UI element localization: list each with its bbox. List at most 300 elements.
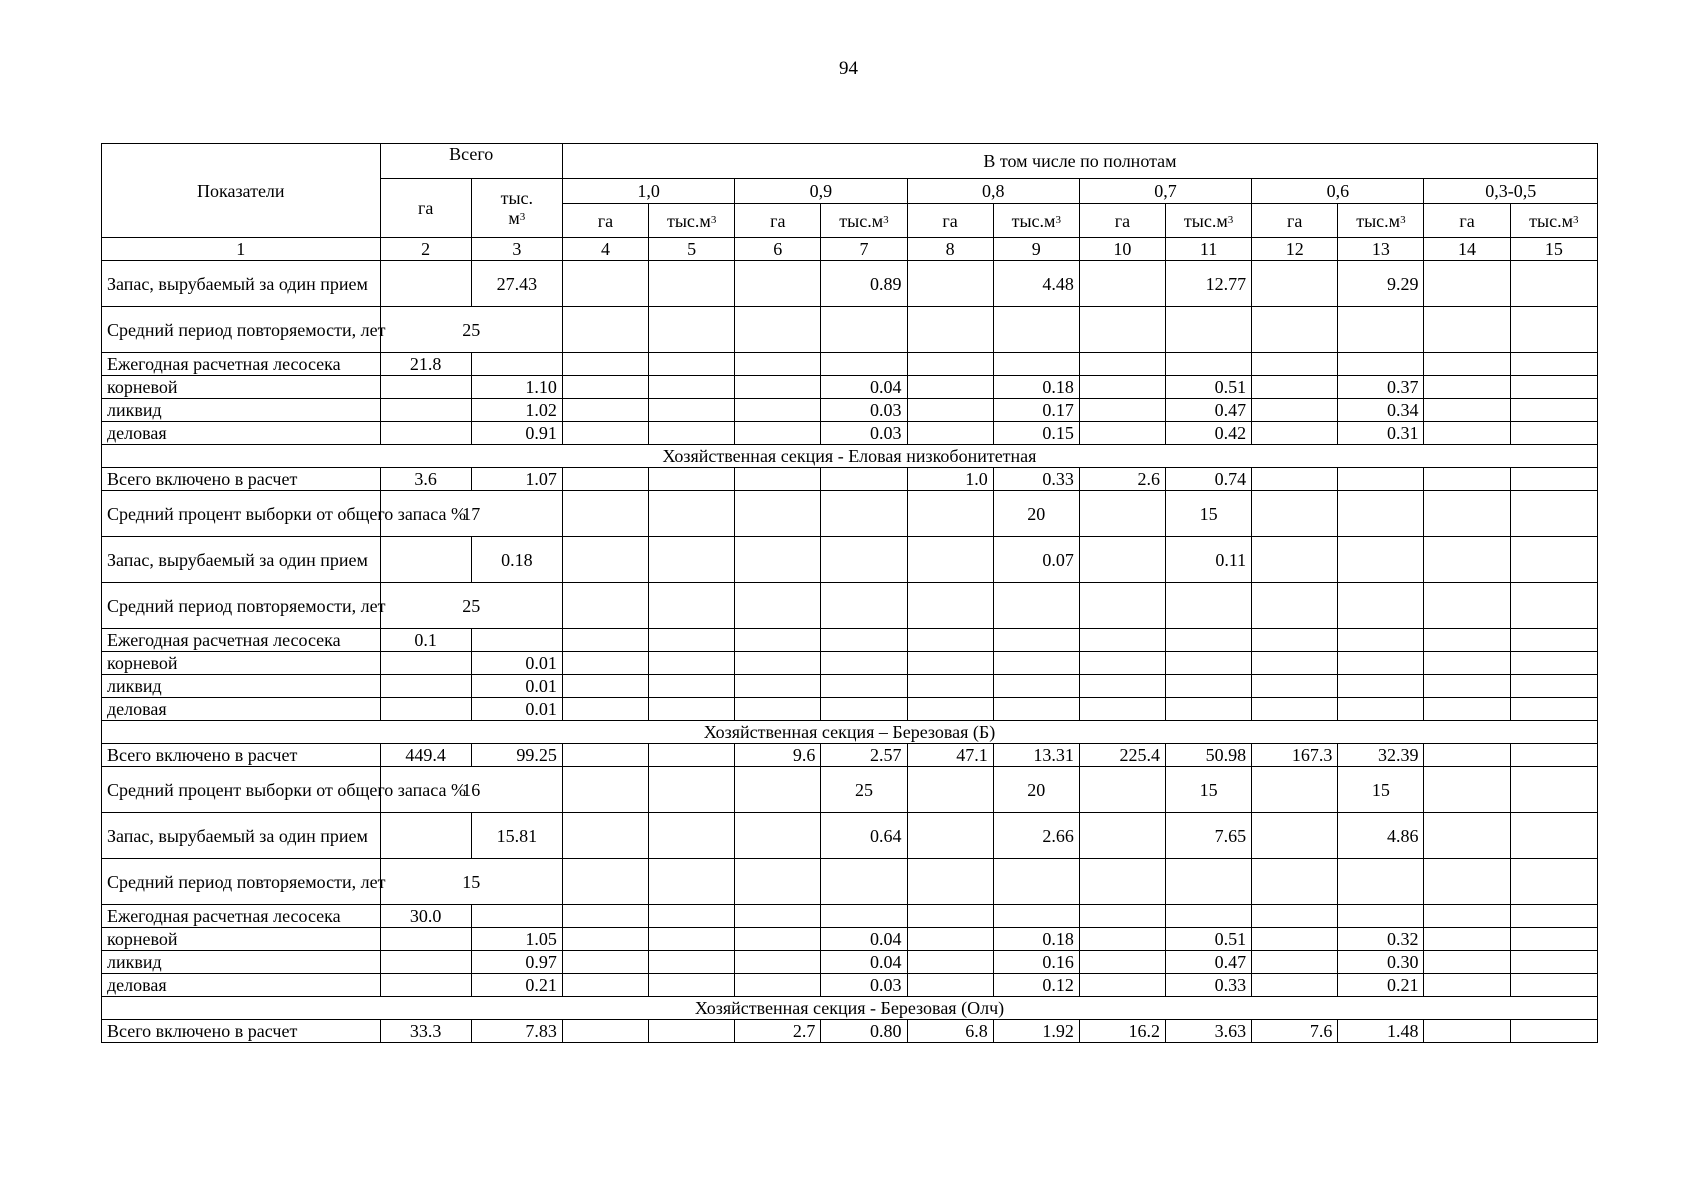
value-cell — [1338, 491, 1424, 537]
section-row — [102, 997, 1598, 1020]
value-cell — [1510, 537, 1597, 583]
value-cell — [1424, 859, 1510, 905]
row-label: ликвид — [102, 951, 381, 974]
value-cell: 1.92 — [993, 1020, 1079, 1043]
value-cell — [735, 767, 821, 813]
value-cell: 4.48 — [993, 261, 1079, 307]
total-volume-cell: 99.25 — [471, 744, 562, 767]
row-label: Ежегодная расчетная лесосека — [102, 629, 381, 652]
value-cell — [1510, 652, 1597, 675]
value-cell — [1338, 905, 1424, 928]
value-cell: 0.51 — [1166, 928, 1252, 951]
value-cell — [1166, 629, 1252, 652]
value-cell — [1424, 974, 1510, 997]
value-cell — [1166, 859, 1252, 905]
density-header: 0,6 — [1252, 179, 1424, 204]
value-cell — [562, 905, 648, 928]
value-cell — [1424, 422, 1510, 445]
value-cell: 0.64 — [821, 813, 907, 859]
row-label: Запас, вырубаемый за один прием — [102, 261, 381, 307]
unit-thous-m-label: тыс.м — [1183, 210, 1228, 231]
value-cell — [735, 905, 821, 928]
total-volume-cell — [471, 905, 562, 928]
value-cell — [993, 353, 1079, 376]
value-cell — [1424, 399, 1510, 422]
table-row — [102, 859, 1598, 905]
total-ga-cell — [380, 399, 471, 422]
value-cell: 50.98 — [1166, 744, 1252, 767]
value-cell — [1252, 422, 1338, 445]
total-ga-cell — [380, 951, 471, 974]
value-cell — [1510, 307, 1597, 353]
header-total-ga: га — [380, 179, 471, 238]
total-volume-cell — [471, 353, 562, 376]
value-cell — [649, 1020, 735, 1043]
value-cell: 16.2 — [1079, 1020, 1165, 1043]
value-cell — [1510, 629, 1597, 652]
value-cell — [1424, 744, 1510, 767]
value-cell — [1166, 905, 1252, 928]
table-row — [102, 376, 1598, 399]
value-cell — [1166, 675, 1252, 698]
unit-m-label: м — [508, 208, 520, 228]
value-cell — [1424, 261, 1510, 307]
value-cell — [1510, 813, 1597, 859]
column-number: 11 — [1166, 238, 1252, 261]
row-label: Средний процент выборки от общего запаса % — [102, 491, 381, 537]
value-cell — [1424, 652, 1510, 675]
total-merged-value: 17 — [380, 491, 562, 537]
row-label: Средний период повторяемости, лет — [102, 307, 381, 353]
value-cell: 0.34 — [1338, 399, 1424, 422]
value-cell: 225.4 — [1079, 744, 1165, 767]
column-number: 12 — [1252, 238, 1338, 261]
column-number: 3 — [471, 238, 562, 261]
table-row — [102, 629, 1598, 652]
value-cell — [649, 905, 735, 928]
value-cell: 0.21 — [1338, 974, 1424, 997]
value-cell: 0.04 — [821, 951, 907, 974]
value-cell — [821, 859, 907, 905]
value-cell — [649, 698, 735, 721]
value-cell — [993, 698, 1079, 721]
total-ga-cell: 21.8 — [380, 353, 471, 376]
value-cell — [735, 583, 821, 629]
row-label: Всего включено в расчет — [102, 1020, 381, 1043]
value-cell — [1079, 928, 1165, 951]
value-cell: 1.0 — [907, 468, 993, 491]
density-header: 0,7 — [1079, 179, 1251, 204]
header-by-density: В том числе по полнотам — [562, 144, 1597, 179]
value-cell — [821, 652, 907, 675]
value-cell — [1424, 905, 1510, 928]
total-volume-cell: 27.43 — [471, 261, 562, 307]
value-cell — [1079, 974, 1165, 997]
value-cell — [562, 261, 648, 307]
header-ga: га — [562, 204, 648, 238]
section-row — [102, 721, 1598, 744]
value-cell — [562, 422, 648, 445]
table-row — [102, 399, 1598, 422]
value-cell — [1510, 767, 1597, 813]
table-row — [102, 767, 1598, 813]
table-row — [102, 928, 1598, 951]
value-cell — [1252, 583, 1338, 629]
value-cell: 0.11 — [1166, 537, 1252, 583]
row-label: Запас, вырубаемый за один прием — [102, 813, 381, 859]
value-cell: 25 — [821, 767, 907, 813]
column-number: 15 — [1510, 238, 1597, 261]
value-cell: 32.39 — [1338, 744, 1424, 767]
value-cell — [649, 422, 735, 445]
header-ga: га — [1079, 204, 1165, 238]
value-cell — [1252, 491, 1338, 537]
value-cell: 0.33 — [993, 468, 1079, 491]
value-cell — [1338, 675, 1424, 698]
value-cell — [1252, 629, 1338, 652]
value-cell — [1424, 1020, 1510, 1043]
table-row — [102, 675, 1598, 698]
value-cell — [1252, 928, 1338, 951]
table-row — [102, 974, 1598, 997]
value-cell — [562, 744, 648, 767]
value-cell — [1424, 767, 1510, 813]
value-cell — [1079, 767, 1165, 813]
row-label: Средний период повторяемости, лет — [102, 859, 381, 905]
value-cell — [649, 744, 735, 767]
header-total: Всего — [380, 144, 562, 179]
header-thous-m3 — [1510, 204, 1597, 238]
value-cell — [1079, 491, 1165, 537]
total-ga-cell — [380, 261, 471, 307]
header-thous-m3 — [649, 204, 735, 238]
value-cell: 0.15 — [993, 422, 1079, 445]
unit-thous-m-label: тыс.м — [1529, 210, 1573, 231]
value-cell — [907, 813, 993, 859]
total-volume-cell: 0.01 — [471, 675, 562, 698]
value-cell — [821, 675, 907, 698]
value-cell — [562, 928, 648, 951]
total-ga-cell — [380, 698, 471, 721]
value-cell: 0.47 — [1166, 399, 1252, 422]
value-cell: 1.48 — [1338, 1020, 1424, 1043]
column-number-row — [102, 238, 1598, 261]
value-cell — [821, 491, 907, 537]
row-label: Ежегодная расчетная лесосека — [102, 905, 381, 928]
value-cell: 2.57 — [821, 744, 907, 767]
value-cell — [821, 583, 907, 629]
value-cell: 0.04 — [821, 376, 907, 399]
value-cell — [649, 399, 735, 422]
value-cell — [1079, 307, 1165, 353]
value-cell — [1510, 491, 1597, 537]
value-cell — [1338, 629, 1424, 652]
value-cell — [821, 307, 907, 353]
value-cell — [1079, 422, 1165, 445]
value-cell — [993, 629, 1079, 652]
column-number: 8 — [907, 238, 993, 261]
value-cell — [562, 698, 648, 721]
value-cell — [1079, 951, 1165, 974]
value-cell — [1252, 675, 1338, 698]
value-cell — [1252, 307, 1338, 353]
value-cell: 47.1 — [907, 744, 993, 767]
value-cell — [735, 974, 821, 997]
value-cell — [993, 583, 1079, 629]
value-cell — [562, 951, 648, 974]
value-cell — [1510, 468, 1597, 491]
value-cell — [562, 767, 648, 813]
value-cell — [907, 928, 993, 951]
value-cell — [1424, 583, 1510, 629]
total-ga-cell: 30.0 — [380, 905, 471, 928]
header-ga: га — [735, 204, 821, 238]
value-cell — [1510, 399, 1597, 422]
value-cell — [1252, 698, 1338, 721]
value-cell — [907, 353, 993, 376]
row-label: Запас, вырубаемый за один прием — [102, 537, 381, 583]
value-cell — [1252, 399, 1338, 422]
column-number: 10 — [1079, 238, 1165, 261]
value-cell — [1252, 767, 1338, 813]
value-cell — [821, 629, 907, 652]
total-volume-cell — [471, 629, 562, 652]
value-cell — [649, 813, 735, 859]
value-cell — [907, 951, 993, 974]
value-cell — [735, 629, 821, 652]
total-ga-cell: 0.1 — [380, 629, 471, 652]
value-cell — [649, 928, 735, 951]
value-cell — [1424, 629, 1510, 652]
value-cell — [1510, 698, 1597, 721]
value-cell: 0.32 — [1338, 928, 1424, 951]
value-cell — [735, 675, 821, 698]
value-cell — [907, 491, 993, 537]
value-cell — [649, 376, 735, 399]
value-cell — [735, 468, 821, 491]
header-thous-m3 — [993, 204, 1079, 238]
density-header: 0,8 — [907, 179, 1079, 204]
value-cell — [821, 905, 907, 928]
value-cell — [649, 583, 735, 629]
value-cell: 0.16 — [993, 951, 1079, 974]
value-cell — [649, 629, 735, 652]
value-cell: 7.6 — [1252, 1020, 1338, 1043]
column-number: 2 — [380, 238, 471, 261]
value-cell — [1079, 583, 1165, 629]
value-cell — [907, 537, 993, 583]
total-ga-cell — [380, 813, 471, 859]
density-header: 1,0 — [562, 179, 734, 204]
value-cell — [1079, 859, 1165, 905]
column-number: 4 — [562, 238, 648, 261]
value-cell — [1510, 1020, 1597, 1043]
total-volume-cell: 15.81 — [471, 813, 562, 859]
value-cell: 0.12 — [993, 974, 1079, 997]
value-cell — [562, 652, 648, 675]
total-volume-cell: 0.01 — [471, 652, 562, 675]
density-header: 0,3-0,5 — [1424, 179, 1598, 204]
total-ga-cell — [380, 376, 471, 399]
unit-thous-label: тыс. — [500, 188, 534, 208]
row-label: корневой — [102, 376, 381, 399]
value-cell — [562, 813, 648, 859]
value-cell — [1424, 951, 1510, 974]
value-cell: 2.66 — [993, 813, 1079, 859]
total-volume-cell: 1.02 — [471, 399, 562, 422]
total-volume-cell: 1.07 — [471, 468, 562, 491]
value-cell — [1079, 905, 1165, 928]
total-volume-cell: 0.91 — [471, 422, 562, 445]
row-label: ликвид — [102, 675, 381, 698]
value-cell — [649, 353, 735, 376]
table-row — [102, 353, 1598, 376]
value-cell — [1510, 675, 1597, 698]
value-cell — [735, 261, 821, 307]
unit-thous-m-label: тыс.м — [666, 210, 711, 231]
value-cell — [1252, 537, 1338, 583]
value-cell — [1424, 698, 1510, 721]
value-cell — [1079, 813, 1165, 859]
value-cell — [1510, 744, 1597, 767]
value-cell — [993, 307, 1079, 353]
header-thous-m3 — [1338, 204, 1424, 238]
density-header: 0,9 — [735, 179, 907, 204]
value-cell — [562, 399, 648, 422]
value-cell — [907, 583, 993, 629]
value-cell — [1510, 951, 1597, 974]
value-cell — [907, 698, 993, 721]
value-cell — [562, 376, 648, 399]
value-cell — [1252, 951, 1338, 974]
total-merged-value: 15 — [380, 859, 562, 905]
total-ga-cell: 33.3 — [380, 1020, 471, 1043]
header-ga: га — [1252, 204, 1338, 238]
column-number: 9 — [993, 238, 1079, 261]
value-cell — [993, 905, 1079, 928]
total-volume-cell: 0.01 — [471, 698, 562, 721]
cube-superscript: 3 — [1572, 213, 1579, 226]
value-cell: 15 — [1166, 767, 1252, 813]
value-cell: 0.37 — [1338, 376, 1424, 399]
value-cell — [649, 951, 735, 974]
unit-thous-m-label: тыс.м — [1011, 210, 1056, 231]
total-ga-cell — [380, 928, 471, 951]
value-cell — [993, 859, 1079, 905]
value-cell: 0.18 — [993, 376, 1079, 399]
value-cell — [562, 1020, 648, 1043]
value-cell — [562, 468, 648, 491]
value-cell — [1338, 652, 1424, 675]
value-cell: 7.65 — [1166, 813, 1252, 859]
cube-superscript: 3 — [710, 213, 717, 226]
value-cell: 0.74 — [1166, 468, 1252, 491]
row-label: Всего включено в расчет — [102, 744, 381, 767]
value-cell: 0.04 — [821, 928, 907, 951]
total-volume-cell: 0.21 — [471, 974, 562, 997]
value-cell: 13.31 — [993, 744, 1079, 767]
value-cell — [1166, 698, 1252, 721]
cube-superscript: 3 — [519, 211, 526, 223]
value-cell — [1424, 537, 1510, 583]
table-row — [102, 422, 1598, 445]
value-cell — [1510, 422, 1597, 445]
value-cell — [1079, 629, 1165, 652]
value-cell — [1510, 353, 1597, 376]
value-cell — [649, 491, 735, 537]
value-cell — [649, 859, 735, 905]
table-body — [102, 261, 1598, 1043]
value-cell — [735, 859, 821, 905]
total-ga-cell: 3.6 — [380, 468, 471, 491]
total-volume-cell: 1.10 — [471, 376, 562, 399]
total-ga-cell — [380, 537, 471, 583]
value-cell — [821, 698, 907, 721]
value-cell — [907, 261, 993, 307]
value-cell — [562, 537, 648, 583]
value-cell — [649, 468, 735, 491]
value-cell — [1510, 905, 1597, 928]
value-cell: 20 — [993, 491, 1079, 537]
value-cell — [1424, 376, 1510, 399]
value-cell — [821, 537, 907, 583]
value-cell — [821, 353, 907, 376]
row-label: деловая — [102, 698, 381, 721]
value-cell — [735, 307, 821, 353]
value-cell — [1079, 399, 1165, 422]
row-label: Всего включено в расчет — [102, 468, 381, 491]
value-cell — [1252, 376, 1338, 399]
value-cell — [1252, 974, 1338, 997]
value-cell: 4.86 — [1338, 813, 1424, 859]
value-cell — [1252, 905, 1338, 928]
value-cell: 0.80 — [821, 1020, 907, 1043]
value-cell — [1079, 353, 1165, 376]
value-cell — [562, 307, 648, 353]
value-cell — [1166, 583, 1252, 629]
value-cell — [562, 859, 648, 905]
value-cell — [1252, 859, 1338, 905]
cube-superscript: 3 — [1055, 213, 1061, 226]
value-cell — [993, 652, 1079, 675]
table-row — [102, 261, 1598, 307]
column-number: 5 — [649, 238, 735, 261]
value-cell — [735, 652, 821, 675]
cube-superscript: 3 — [883, 213, 889, 226]
value-cell — [907, 859, 993, 905]
value-cell: 0.47 — [1166, 951, 1252, 974]
value-cell: 15 — [1338, 767, 1424, 813]
total-volume-cell: 1.05 — [471, 928, 562, 951]
value-cell — [1338, 307, 1424, 353]
unit-thous-m-label: тыс.м — [839, 210, 884, 231]
value-cell — [562, 974, 648, 997]
value-cell — [907, 399, 993, 422]
header-thous-m3 — [1166, 204, 1252, 238]
total-volume-cell: 7.83 — [471, 1020, 562, 1043]
value-cell — [649, 675, 735, 698]
value-cell — [1252, 353, 1338, 376]
value-cell — [1424, 813, 1510, 859]
header-ga: га — [907, 204, 993, 238]
column-number: 13 — [1338, 238, 1424, 261]
value-cell: 0.31 — [1338, 422, 1424, 445]
value-cell: 20 — [993, 767, 1079, 813]
value-cell: 6.8 — [907, 1020, 993, 1043]
table-row — [102, 1020, 1598, 1043]
value-cell: 0.89 — [821, 261, 907, 307]
total-volume-cell: 0.97 — [471, 951, 562, 974]
